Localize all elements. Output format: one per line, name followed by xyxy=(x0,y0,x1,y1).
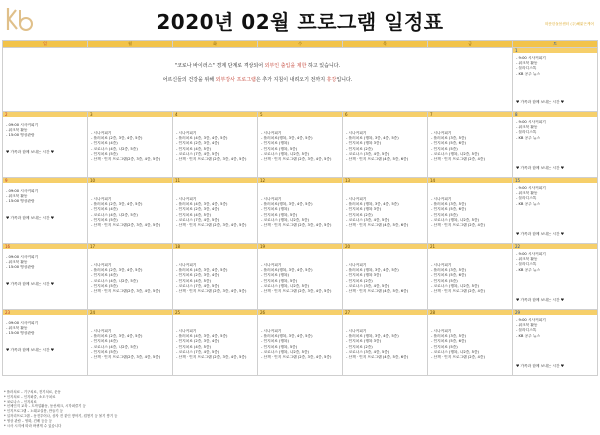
list-item: - 워크북 활동 xyxy=(516,323,538,328)
list-item: - 인지치료 (행복) xyxy=(261,141,289,146)
list-item: - 인지치료 (2층) xyxy=(346,278,373,283)
notice-line-1 xyxy=(3,62,512,70)
weekday-header-row xyxy=(3,41,598,48)
list-item: - 09:00 시사커피기 xyxy=(6,255,39,259)
list-item: - 플러치료 (3층, 5층) xyxy=(431,268,466,273)
list-item: - 시나커피기 xyxy=(91,197,112,201)
list-item: - 09:00 시사커피기 xyxy=(6,189,39,193)
date-number: 21 xyxy=(428,244,512,249)
family-time-note: ♥ 가족과 함께 보내는 시간 ♥ xyxy=(6,150,55,154)
list-item: - KB 공주 뉴스 xyxy=(516,201,541,206)
day-schedule xyxy=(173,315,257,360)
list-item: - 코로나스 (7층, 4층, 5층) xyxy=(176,283,220,288)
list-item: - 시나커피기 xyxy=(176,131,197,135)
date-number: 15 xyxy=(513,178,597,183)
day-cell-sat xyxy=(513,244,598,310)
family-time-note: ♥ 가족과 함께 보내는 시간 ♥ xyxy=(516,298,565,302)
list-item: - KB 공주 뉴스 xyxy=(516,71,541,76)
list-item: - 시나커피기 xyxy=(431,197,452,201)
date-number: 11 xyxy=(173,178,257,183)
day-schedule xyxy=(88,315,172,360)
list-item: - 인지치료 (행복 3층) xyxy=(346,141,382,146)
list-item: - 시나커피기 xyxy=(431,131,452,135)
day-cell-thu xyxy=(343,244,428,310)
list-item: - 플러치료 (2층, 3층, 4층, 5층) xyxy=(91,268,143,273)
date-number: 22 xyxy=(513,244,597,249)
list-item: - 플러치료(행복, 3층, 4층, 5층) xyxy=(261,202,313,207)
list-item: - 코로나스 (3층, 4층, 5층) xyxy=(346,217,390,222)
list-item: - 인지치료 (5층, 6층) xyxy=(431,339,466,344)
list-item: - 코로나스 (3층, 4층, 5층) xyxy=(346,151,390,156)
date-number: 4 xyxy=(173,112,257,117)
day-cell-thu xyxy=(343,310,428,376)
list-item: - 산책 · 인지 프로그램 (2층, 4층) xyxy=(431,355,485,360)
date-number: 13 xyxy=(343,178,427,183)
list-item: - 산책 · 인지 프로그램 (2층, 3층, 4층, 5층) xyxy=(261,289,332,294)
day-cell-tue xyxy=(173,112,258,178)
date-number: 19 xyxy=(258,244,342,249)
list-item: - 코로나스 (행복, 나2층, 5층) xyxy=(261,217,309,222)
day-schedule xyxy=(88,183,172,228)
list-item: - 15:00 영상관람 xyxy=(6,199,35,204)
day-cell-fri xyxy=(428,178,513,244)
day-cell-wed xyxy=(258,178,343,244)
day-cell-tue xyxy=(173,310,258,376)
list-item: - 산책 · 인지 프로그램 (2층, 3층, 4층, 5층) xyxy=(261,157,332,162)
list-item: - 인지치료 (행복) xyxy=(261,207,289,212)
day-cell-mon xyxy=(88,178,173,244)
list-item: - 시나커피기 xyxy=(261,329,282,333)
list-item: - 산책 · 인지 프로그램 (4층, 5층, 6층) xyxy=(346,157,409,162)
date-number: 18 xyxy=(173,244,257,249)
weekday-tue: 화 xyxy=(173,41,258,48)
list-item: - 인지치료 (행복 3층) xyxy=(346,207,382,212)
list-item: - 산책 · 인지 프로그램 (4층, 5층, 6층) xyxy=(346,289,409,294)
list-item: - 블라디스톡 xyxy=(516,130,537,135)
family-time-note: ♥ 가족과 함께 보내는 시간 ♥ xyxy=(516,232,565,236)
list-item: - 시나커피기 xyxy=(91,131,112,135)
notice-line-2 xyxy=(3,76,512,84)
footnote: * 플러치료 – 기구치료, 전기치료, 운동 xyxy=(4,390,61,394)
date-number: 27 xyxy=(343,310,427,315)
day-schedule xyxy=(258,183,342,228)
day-schedule xyxy=(343,315,427,360)
list-item: - 코로나스 (3층, 4층, 5층) xyxy=(346,349,390,354)
list-item: - 인지치료 (행복) xyxy=(261,339,289,344)
list-item: - 인지치료 (5층) xyxy=(91,217,118,222)
list-item: - 워크북 활동 xyxy=(6,326,28,331)
list-item: - 인지치료 (4층, 5층) xyxy=(176,344,211,349)
day-schedule xyxy=(258,315,342,360)
footnote: * 영상 관람 – 영화, 건배 등등 등 xyxy=(4,418,53,423)
list-item: - 인지치료 (5층) xyxy=(91,349,118,354)
date-number: 25 xyxy=(173,310,257,315)
list-item: - 인지치료 (행복) xyxy=(261,273,289,278)
list-item: - 플러치료 (4층, 3층, 4층, 5층) xyxy=(176,268,228,273)
date-number: 2 xyxy=(3,112,87,117)
list-item: - 인지치료 (4층) xyxy=(91,207,118,212)
date-number: 29 xyxy=(513,310,597,315)
list-item: - 인지치료 (2층, 3층, 4층) xyxy=(176,273,220,278)
day-schedule xyxy=(513,315,597,339)
list-item: - 시나커피기 xyxy=(346,197,367,201)
calendar-week-3 xyxy=(3,178,598,244)
day-cell-thu xyxy=(343,178,428,244)
list-item: - 코로나스 (행복, 나2층, 5층) xyxy=(431,283,479,288)
list-item: - 워크북 활동 xyxy=(6,260,28,265)
day-schedule xyxy=(343,117,427,162)
date-number: 24 xyxy=(88,310,172,315)
list-item: - 시나커피기 xyxy=(91,263,112,267)
day-cell-sat xyxy=(513,178,598,244)
date-number: 10 xyxy=(88,178,172,183)
list-item: - 15:00 영상관람 xyxy=(6,265,35,270)
date-number: 12 xyxy=(258,178,342,183)
list-item: - 블라디스톡 xyxy=(516,328,537,333)
day-schedule xyxy=(173,117,257,162)
list-item: - 산책 · 인지 프로그램 (2층, 4층) xyxy=(431,223,485,228)
list-item: - 인지치료 (2층, 3층, 4층) xyxy=(176,141,220,146)
list-item: - 산책 · 인지 프로그램 (4층, 5층, 6층) xyxy=(346,355,409,360)
list-item: - 인지치료 (행복, 5층) xyxy=(261,146,298,151)
calendar-week-1 xyxy=(3,48,598,112)
day-schedule xyxy=(513,183,597,207)
calendar-week-2 xyxy=(3,112,598,178)
list-item: - 산책 · 인지 프로그램(2층, 3층, 4층, 5층) xyxy=(91,355,161,360)
day-cell-thu xyxy=(343,112,428,178)
list-item: - 플러치료 (4층, 3층, 4층, 5층) xyxy=(176,136,228,141)
list-item: - 코로나스 (행복, 나2층, 5층) xyxy=(431,217,479,222)
footnote: * 코로나스 – 인지치료 xyxy=(4,399,37,404)
day-cell-mon xyxy=(88,112,173,178)
date-number: 23 xyxy=(3,310,87,315)
date-number: 6 xyxy=(343,112,427,117)
list-item: - 인지치료 (4층, 5층) xyxy=(176,278,211,283)
day-cell-sat xyxy=(513,48,598,112)
list-item: - 플러치료 (2층, 3층, 4층, 5층) xyxy=(91,202,143,207)
list-item: - 코로나스 (행복, 나2층, 5층) xyxy=(261,151,309,156)
list-item: - 플러치료 (행복, 3층, 4층, 5층) xyxy=(346,334,399,339)
weekday-fri: 금 xyxy=(428,41,513,48)
calendar-table xyxy=(2,40,598,376)
list-item: - 시나커피기 xyxy=(176,263,197,267)
weekday-sun: 일 xyxy=(3,41,88,48)
calendar-week-5 xyxy=(3,310,598,376)
footnote: * 신체인지 교육 – 도작업활동, 동선체크, 시각퍼즐기 등 xyxy=(4,404,86,409)
day-cell-sun xyxy=(3,310,88,376)
list-item: - 코로나스 (4층, 나2층, 5층) xyxy=(91,146,138,151)
notice-text: 하고 있습니다. xyxy=(306,63,341,69)
list-item: - 워크북 활동 xyxy=(516,191,538,196)
date-number: 20 xyxy=(343,244,427,249)
day-cell-mon xyxy=(88,244,173,310)
list-item: - 시나커피기 xyxy=(431,329,452,333)
list-item: - 시나커피기 xyxy=(261,131,282,135)
day-schedule xyxy=(428,183,512,228)
day-schedule xyxy=(3,249,87,271)
day-cell-fri xyxy=(428,112,513,178)
footnotes xyxy=(4,390,424,428)
day-schedule xyxy=(3,117,87,139)
list-item: - 코로나스 (4층, 나2층, 5층) xyxy=(91,212,138,217)
list-item: - 코로나스 (행복, 나2층, 5층) xyxy=(261,283,309,288)
date-number: 5 xyxy=(258,112,342,117)
list-item: - 인지치료 (5층) xyxy=(91,283,118,288)
list-item: - 코로나스 (행복, 나2층, 5층) xyxy=(431,349,479,354)
list-item: - 인지치료 (5층) xyxy=(431,146,458,151)
list-item: - 코로나스 (4층, 나2층, 5층) xyxy=(91,278,138,283)
family-time-note: ♥ 가족과 함께 보내는 시간 ♥ xyxy=(516,166,565,170)
day-schedule xyxy=(513,249,597,273)
list-item: - 시나커피기 xyxy=(346,329,367,333)
list-item: - 플러치료 (2층, 3층, 4층, 5층) xyxy=(91,334,143,339)
list-item: - 플러치료 (3층, 5층) xyxy=(431,136,466,141)
list-item: - 9:00 시사커피기 xyxy=(516,186,546,190)
day-schedule xyxy=(513,117,597,141)
date-number: 7 xyxy=(428,112,512,117)
list-item: - 인지치료 (행복 3층) xyxy=(346,339,382,344)
list-item: - 시나커피기 xyxy=(431,263,452,267)
weekday-wed: 수 xyxy=(258,41,343,48)
list-item: - 인지치료 (5층, 6층) xyxy=(431,207,466,212)
footnote: * 일자리프로그램 – 동전투어나, 상자 전 붙인 쌓아기, 컵쌓기 등 볼기 쌓기 등 xyxy=(4,413,118,418)
day-schedule xyxy=(3,315,87,337)
day-cell-wed xyxy=(258,310,343,376)
day-cell-sun xyxy=(3,112,88,178)
list-item: - 인지치료 (4층) xyxy=(91,141,118,146)
day-schedule xyxy=(343,183,427,228)
list-item: - 블라디스톡 xyxy=(516,196,537,201)
day-schedule xyxy=(428,249,512,294)
list-item: - 시나커피기 xyxy=(176,329,197,333)
list-item: - 시나커피기 xyxy=(346,131,367,135)
list-item: - KB 공주 뉴스 xyxy=(516,333,541,338)
date-number: 16 xyxy=(3,244,87,249)
list-item: - 플러치료 (4층, 3층, 4층, 5층) xyxy=(176,202,228,207)
list-item: - 인지치료 (행복, 5층) xyxy=(261,344,298,349)
day-schedule xyxy=(258,249,342,294)
date-number: 8 xyxy=(513,112,597,117)
list-item: - 코로나스 (행복, 나2층, 5층) xyxy=(261,349,309,354)
list-item: - 인지치료 (5층) xyxy=(431,212,458,217)
list-item: - 인지치료 (4층) xyxy=(91,273,118,278)
day-cell-fri xyxy=(428,310,513,376)
day-schedule xyxy=(428,117,512,162)
day-cell-tue xyxy=(173,178,258,244)
day-cell-mon xyxy=(88,310,173,376)
day-schedule xyxy=(173,249,257,294)
day-cell-fri xyxy=(428,244,513,310)
list-item: - 인지치료 (5층, 6층) xyxy=(431,273,466,278)
list-item: - 09:00 시사커피기 xyxy=(6,321,39,325)
footnote: * 시사 시지에 따라 바뀌게 수 있습니다 xyxy=(4,423,62,428)
list-item: - 산책 · 인지 프로그램(2층, 3층, 4층, 5층) xyxy=(91,157,161,162)
list-item: - 인지치료 (2층, 3층, 4층) xyxy=(176,207,220,212)
day-cell-sun xyxy=(3,244,88,310)
list-item: - 인지치료 (5층) xyxy=(431,278,458,283)
day-schedule xyxy=(173,183,257,228)
day-cell-sat xyxy=(513,112,598,178)
list-item: - 시나커피기 xyxy=(261,263,282,267)
list-item: - 플러치료(행복, 3층, 4층, 5층) xyxy=(261,334,313,339)
list-item: - 플러치료 (행복, 3층, 4층, 5층) xyxy=(346,136,399,141)
list-item: - 15:00 영상관람 xyxy=(6,133,35,138)
list-item: - 인지치료 (2층, 3층, 4층) xyxy=(176,339,220,344)
list-item: - 시나커피기 xyxy=(91,329,112,333)
notice-cell xyxy=(3,48,513,112)
list-item: - 코로나스 (3층, 4층, 5층) xyxy=(346,283,390,288)
list-item: - 플러치료 (행복, 3층, 4층, 5층) xyxy=(346,202,399,207)
notice-text: 은 추가 지침이 내려오기 전까지 xyxy=(255,77,327,83)
list-item: - 15:00 영상관람 xyxy=(6,331,35,336)
list-item: - 코로나스 (7층, 4층, 5층) xyxy=(176,349,220,354)
footnote: * 인지프로그램 – 노래교실풍, 만들기 등 xyxy=(4,409,63,414)
list-item: - 코로나스 (4층, 나2층, 5층) xyxy=(91,344,138,349)
list-item: - 인지치료 (2층) xyxy=(346,212,373,217)
list-item: - 산책 · 인지 프로그램 (2층, 3층, 4층, 5층) xyxy=(176,355,247,360)
list-item: - 9:00 시사커피기 xyxy=(516,318,546,322)
organization-name: 따뜻한돌봄센터 (주)해맑은케어 xyxy=(544,22,594,26)
list-item: - 산책 · 인지 프로그램 (2층, 3층, 4층, 5층) xyxy=(261,355,332,360)
day-schedule xyxy=(343,249,427,294)
list-item: - 인지치료 (행복, 5층) xyxy=(261,278,298,283)
day-schedule xyxy=(88,117,172,162)
calendar-week-4 xyxy=(3,244,598,310)
date-number: 17 xyxy=(88,244,172,249)
list-item: - 워크북 활동 xyxy=(516,61,538,66)
list-item: - 산책 · 인지 프로그램(2층, 3층, 4층, 5층) xyxy=(91,223,161,228)
day-schedule xyxy=(3,183,87,205)
notice-highlight: 외부강사 프로그램 xyxy=(215,77,256,83)
list-item: - 인지치료 (5층) xyxy=(91,151,118,156)
list-item: - 9:00 시사커피기 xyxy=(516,120,546,124)
list-item: - 시나커피기 xyxy=(261,197,282,201)
list-item: - 플러치료 (4층, 3층, 4층, 5층) xyxy=(176,334,228,339)
list-item: - 시나커피기 xyxy=(176,197,197,201)
list-item: - KB 공주 뉴스 xyxy=(516,267,541,272)
list-item: - 플러치료 (행복, 3층, 4층, 5층) xyxy=(346,268,399,273)
list-item: - 워크북 활동 xyxy=(6,194,28,199)
day-cell-wed xyxy=(258,244,343,310)
day-cell-sun xyxy=(3,178,88,244)
date-number: 28 xyxy=(428,310,512,315)
list-item: - 워크북 활동 xyxy=(6,128,28,133)
list-item: - 플러치료(행복, 3층, 4층, 5층) xyxy=(261,268,313,273)
weekday-mon: 월 xyxy=(88,41,173,48)
list-item: - 산책 · 인지 프로그램 (2층, 3층, 4층, 5층) xyxy=(261,223,332,228)
day-schedule xyxy=(428,315,512,360)
list-item: - 인지치료 (5층) xyxy=(431,344,458,349)
notice-highlight: 휴강 xyxy=(326,77,337,83)
notice-text: "코로나 바이러스" 경계 단계로 격상되어 xyxy=(174,63,265,69)
day-schedule xyxy=(258,117,342,162)
day-schedule xyxy=(513,53,597,77)
list-item: - 워크북 활동 xyxy=(516,125,538,130)
notice-highlight: 외부인 출입을 제한 xyxy=(264,63,307,69)
notice-text: 입니다. xyxy=(336,77,353,83)
list-item: - 인지치료 (2층) xyxy=(346,146,373,151)
list-item: - 산책 · 인지 프로그램 (2층, 3층, 4층, 5층) xyxy=(176,223,247,228)
list-item: - 인지치료 (2층) xyxy=(346,344,373,349)
list-item: - KB 공주 뉴스 xyxy=(516,135,541,140)
list-item: - 인지치료 (4층, 5층) xyxy=(176,146,211,151)
day-cell-sat xyxy=(513,310,598,376)
date-number: 1 xyxy=(513,48,597,53)
family-time-note: ♥ 가족과 함께 보내는 시간 ♥ xyxy=(6,348,55,352)
list-item: - 인지치료 (4층, 5층) xyxy=(176,212,211,217)
page-title: 2020년 02월 프로그램 일정표 xyxy=(156,10,444,34)
list-item: - 워크북 활동 xyxy=(516,257,538,262)
list-item: - 인지치료 (5층, 6층) xyxy=(431,141,466,146)
day-cell-wed xyxy=(258,112,343,178)
list-item: - 플러치료(행복, 3층, 4층, 5층) xyxy=(261,136,313,141)
list-item: - 인지치료 (행복 3층) xyxy=(346,273,382,278)
family-time-note: ♥ 가족과 함께 보내는 시간 ♥ xyxy=(516,100,565,104)
date-number: 26 xyxy=(258,310,342,315)
list-item: - 산책 · 인지 프로그램 (2층, 4층) xyxy=(431,157,485,162)
date-number: 14 xyxy=(428,178,512,183)
date-number: 9 xyxy=(3,178,87,183)
day-cell-tue xyxy=(173,244,258,310)
notice-text: 어르신들의 건강을 위해 xyxy=(162,77,216,83)
list-item: - 블라디스톡 xyxy=(516,66,537,71)
list-item: - 플러치료 (2층, 3층, 4층, 5층) xyxy=(91,136,143,141)
family-time-note: ♥ 가족과 함께 보내는 시간 ♥ xyxy=(516,364,565,368)
family-time-note: ♥ 가족과 함께 보내는 시간 ♥ xyxy=(6,282,55,286)
list-item: - 산책 · 인지 프로그램 (2층, 3층, 4층, 5층) xyxy=(176,157,247,162)
list-item: - 플러치료 (3층, 5층) xyxy=(431,334,466,339)
list-item: - 플러치료 (3층, 5층) xyxy=(431,202,466,207)
weekday-thu: 목 xyxy=(343,41,428,48)
list-item: - 인지치료 (행복, 5층) xyxy=(261,212,298,217)
list-item: - 코로나스 (행복, 나2층, 5층) xyxy=(431,151,479,156)
list-item: - 산책 · 인지 프로그램 (2층, 4층) xyxy=(431,289,485,294)
list-item: - 인지치료 (4층) xyxy=(91,339,118,344)
calendar-weeks xyxy=(3,112,598,376)
day-schedule xyxy=(88,249,172,294)
list-item: - 코로나스 (7층, 4층, 5층) xyxy=(176,217,220,222)
list-item: - 9:00 시사커피기 xyxy=(516,56,546,60)
list-item: - 산책 · 인지 프로그램(2층, 3층, 4층, 5층) xyxy=(91,289,161,294)
list-item: - 시나커피기 xyxy=(346,263,367,267)
weekday-sat: 토 xyxy=(513,41,598,48)
list-item: - 09:00 시사커피기 xyxy=(6,123,39,127)
list-item: - 산책 · 인지 프로그램 (4층, 5층, 6층) xyxy=(346,223,409,228)
list-item: - 블라디스톡 xyxy=(516,262,537,267)
list-item: - 코로나스 (7층, 4층, 5층) xyxy=(176,151,220,156)
date-number: 3 xyxy=(88,112,172,117)
list-item: - 9:00 시사커피기 xyxy=(516,252,546,256)
list-item: - 산책 · 인지 프로그램 (2층, 3층, 4층, 5층) xyxy=(176,289,247,294)
footnote: * 인지치료 – 인지퍼즐, 소도구치료 xyxy=(4,394,56,399)
family-time-note: ♥ 가족과 함께 보내는 시간 ♥ xyxy=(6,216,55,220)
